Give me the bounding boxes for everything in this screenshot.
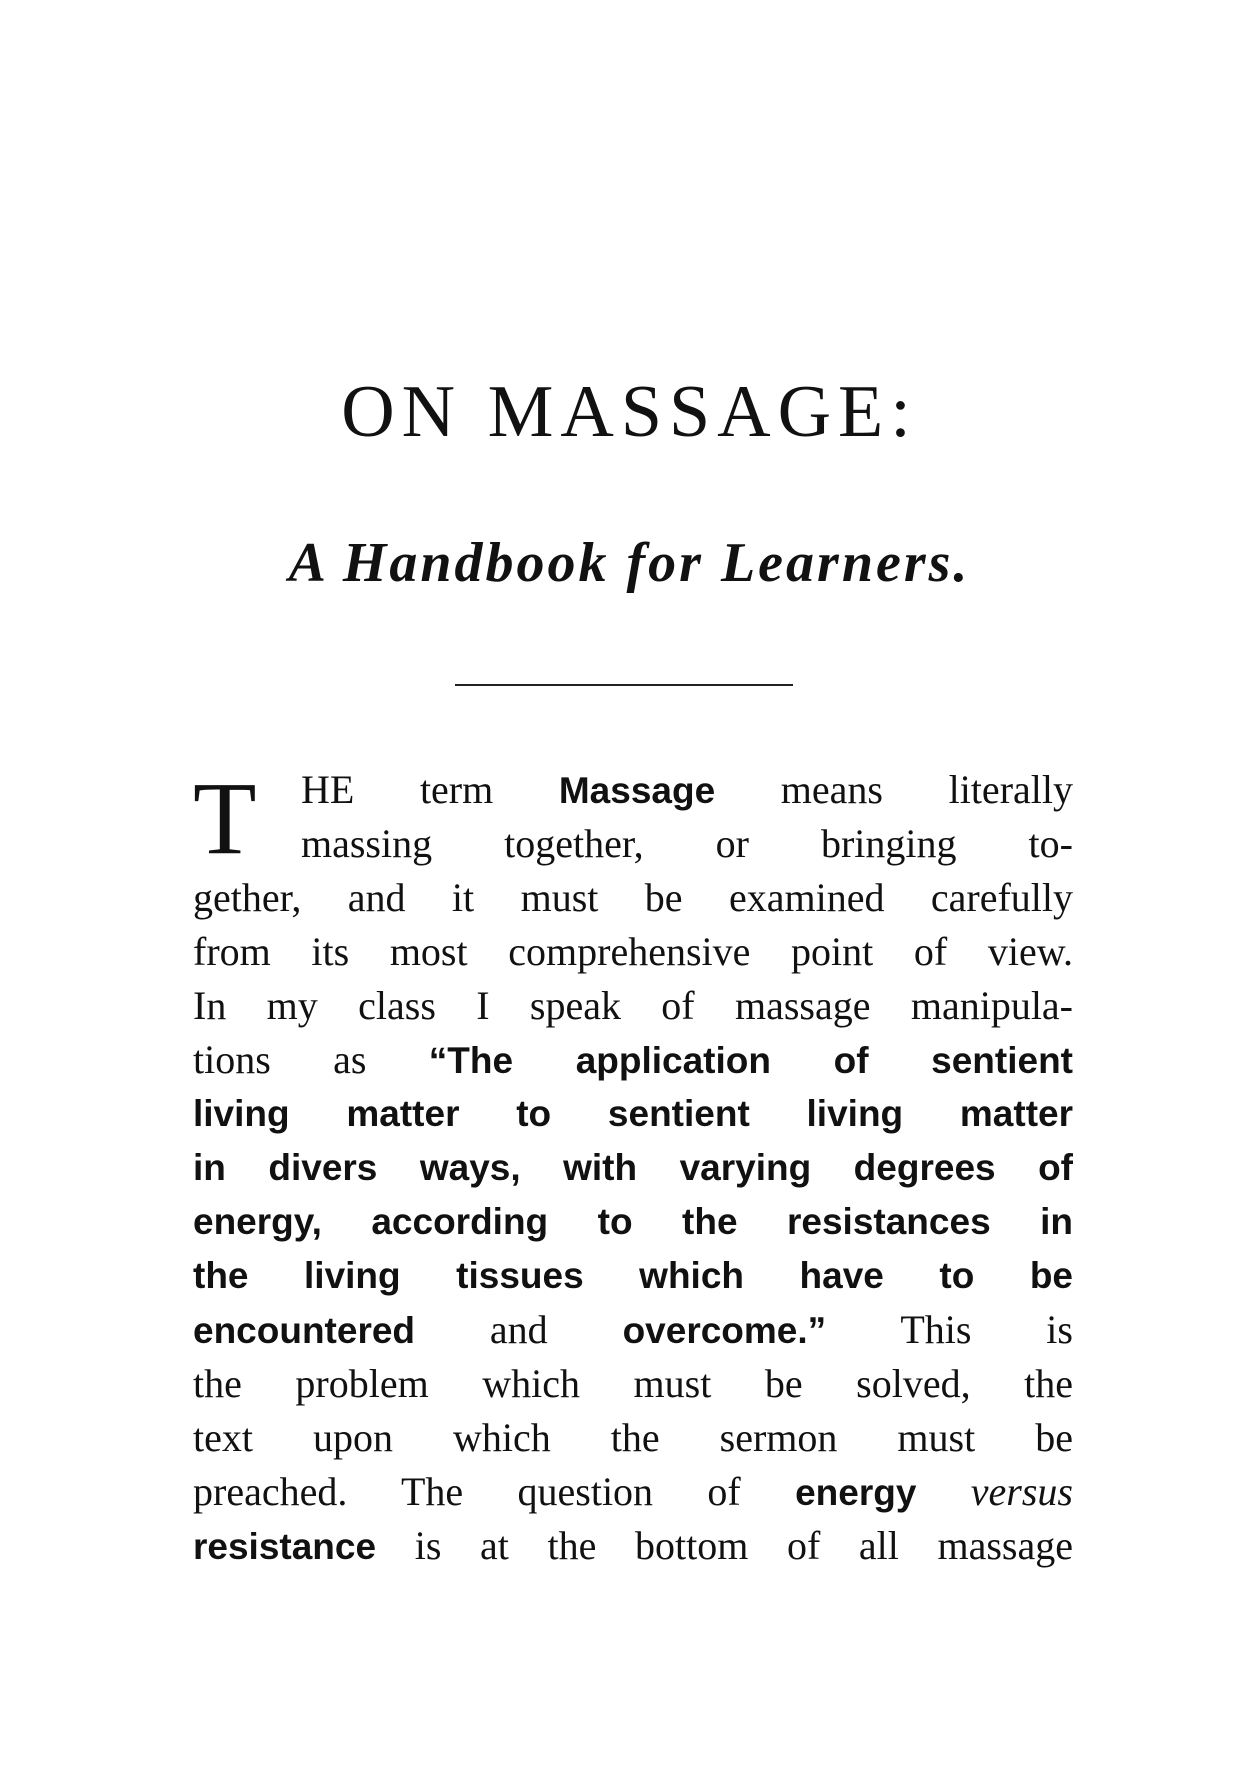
emphasis-run: Massage: [558, 770, 716, 811]
text-line: in divers ways, with varying degrees of: [193, 1147, 1073, 1188]
text-line: [193, 1033, 1073, 1087]
emphasis-run: “The application of sentient: [428, 1040, 1073, 1081]
text-line: In my class I speak of massage manipula-: [193, 983, 1073, 1028]
text-line: from its most comprehensive point of view.: [193, 929, 1073, 974]
text-line: living matter to sentient living matter: [193, 1093, 1073, 1134]
text-run: is at the bottom of all massage: [376, 1523, 1073, 1568]
emphasis-run: resistance: [193, 1526, 377, 1567]
text-line: the living tissues which have to be: [193, 1255, 1073, 1296]
text-line: massing together, or bringing to-: [301, 821, 1073, 866]
text-line: the problem which must be solved, the: [193, 1361, 1073, 1406]
text-line: text upon which the sermon must be: [193, 1415, 1073, 1460]
drop-cap: T: [193, 761, 257, 876]
text-line: [193, 1303, 1073, 1357]
emphasis-run: encountered: [193, 1310, 416, 1351]
text-line: energy, according to the resistances in: [193, 1201, 1073, 1242]
emphasis-run: overcome.”: [622, 1310, 827, 1351]
text-run: HE term: [301, 767, 559, 812]
text-run: tions as: [193, 1037, 429, 1082]
emphasis-run: energy: [795, 1472, 917, 1513]
text-line: [193, 1519, 1073, 1573]
body-paragraph: [193, 763, 1073, 1573]
text-line: [193, 1465, 1073, 1519]
text-run: preached. The question of: [193, 1469, 796, 1514]
text-line: gether, and it must be examined carefully: [193, 875, 1073, 920]
page-subtitle: A Handbook for Learners.: [288, 532, 971, 594]
text-run: This is: [826, 1307, 1073, 1352]
italic-run: versus: [916, 1469, 1073, 1514]
text-run: means literally: [715, 767, 1073, 812]
text-run: and: [415, 1307, 623, 1352]
section-divider: [455, 684, 793, 686]
page-title: ON MASSAGE:: [341, 371, 918, 453]
text-line: [193, 763, 1073, 817]
